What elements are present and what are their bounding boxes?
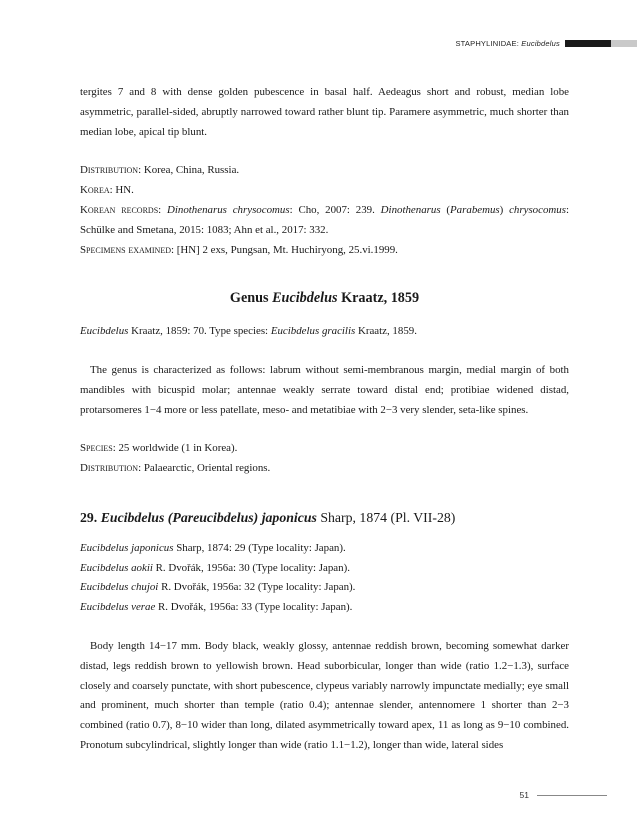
genus-synonym: Eucibdelus Kraatz, 1859: 70. Type species: Eucibdelus gracilis Kraatz, 1859. — [80, 325, 417, 338]
species-heading: 29. Eucibdelus (Pareucibdelus) japonicus Sharp, 1874 (Pl. VII-28) — [80, 509, 456, 525]
page-footer — [520, 790, 607, 800]
page-body — [80, 83, 569, 756]
prev-specimens-examined: Specimens examined: [HN] 2 exs, Pungsan, Mt. Huchiryong, 25.vi.1999. — [80, 243, 398, 256]
footer-rule — [537, 795, 607, 796]
genus-species-count: Species: 25 worldwide (1 in Korea). — [80, 442, 238, 455]
synonym-line: Eucibdelus japonicus Sharp, 1874: 29 (Type locality: Japan). — [80, 541, 346, 554]
continuation-paragraph: tergites 7 and 8 with dense golden pubescence in basal half. Aedeagus short and robust, median lobe asymmetric, parallel-sided, abruptly narrowed toward rather blunt tip. Paramere asymmetric, much shorter than median lobe, apical tip blunt. — [80, 86, 569, 138]
prev-korea: Korea: HN. — [80, 184, 134, 197]
prev-distribution: Distribution: Korea, China, Russia. — [80, 164, 240, 177]
running-head-bar-tab — [611, 40, 637, 47]
prev-korean-records: Korean records: Dinothenarus chrysocomus: Cho, 2007: 239. Dinothenarus (Parabemus) chrysocomus: Schülke and Smetana, 2015: 1083; Ahn et al., 2017: 332. — [80, 203, 569, 236]
running-head-bar — [565, 40, 611, 47]
genus-distribution: Distribution: Palaearctic, Oriental regions. — [80, 462, 271, 475]
synonym-line: Eucibdelus aokii R. Dvořák, 1956a: 30 (Type locality: Japan). — [80, 561, 350, 574]
running-head-text: STAPHYLINIDAE: Eucibdelus — [455, 38, 560, 48]
page-number: 51 — [519, 790, 529, 800]
synonym-line: Eucibdelus chujoi R. Dvořák, 1956a: 32 (Type locality: Japan). — [80, 581, 356, 594]
species-description: Body length 14−17 mm. Body black, weakly glossy, antennae reddish brown, becoming somewhat darker distad, legs reddish brown to yellowish brown. Head suborbicular, longer than wide (ratio 1.2−1.3), surface closely and coarsely punctate, with short pubescence, clypeus variably narrowly impunctate medially; eye small and prominent, much shorter than temple (ratio 0.4); antennae slender, antennomere 1 shorter than 2−3 combined (ratio 0.7), 8−10 wider than long, dilated asymmetrically toward apex, 11 as long as 9−10 combined. Pronotum subcylindrical, slightly longer than wide (ratio 1.1−1.2), longer than wide, lateral sides — [80, 639, 569, 751]
genus-description: The genus is characterized as follows: labrum without semi-membranous margin, medial margin of both mandibles with bicuspid molar; antennae weakly serrate toward distal end; protibiae widened distad, protarsomeres 1−4 more or less patellate, meso- and metatibiae with 2−3 very slender, seta-like spines. — [80, 363, 569, 416]
running-head — [455, 37, 637, 49]
genus-heading: Genus Eucibdelus Kraatz, 1859 — [229, 290, 420, 307]
synonym-line: Eucibdelus verae R. Dvořák, 1956a: 33 (Type locality: Japan). — [80, 601, 353, 614]
